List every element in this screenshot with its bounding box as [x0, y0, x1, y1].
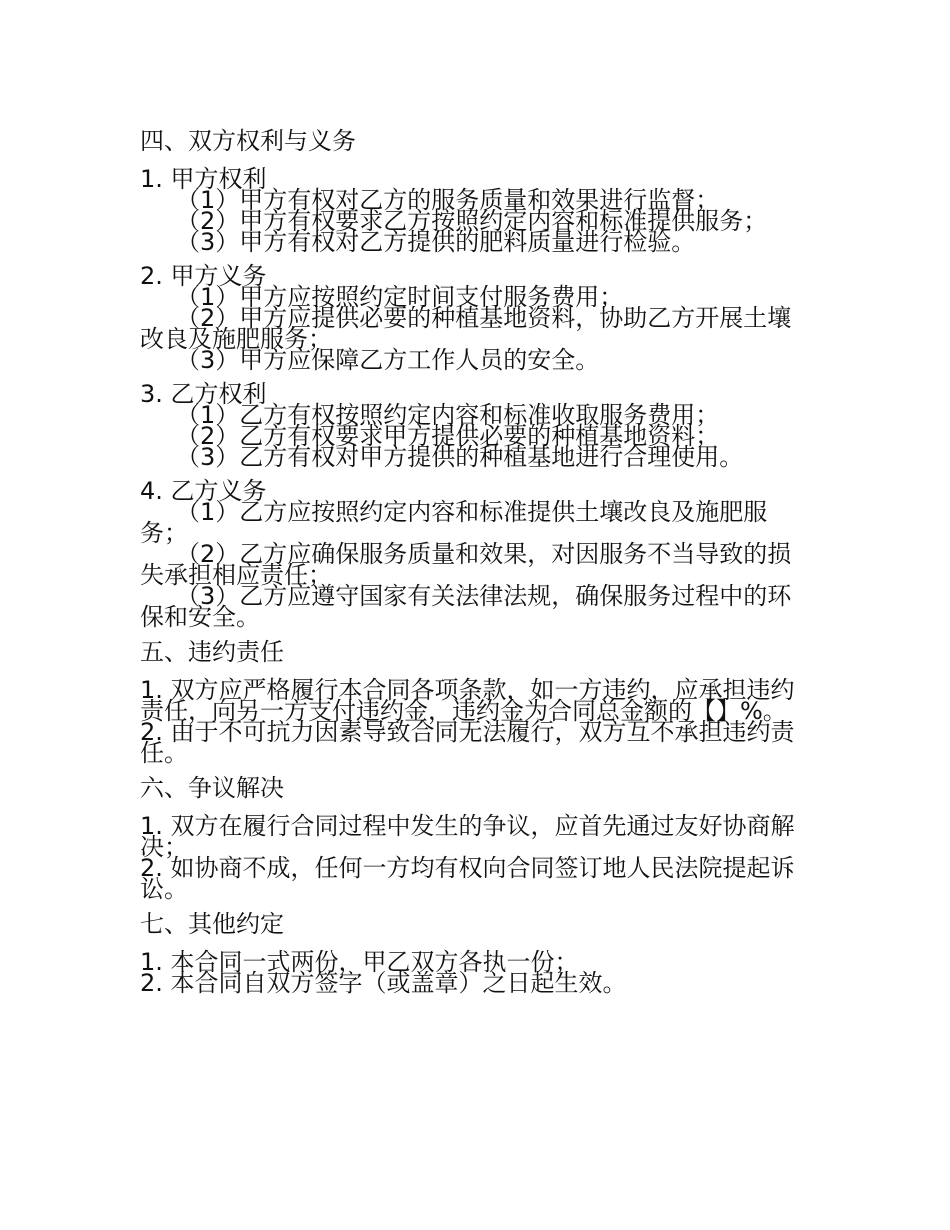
clause-item: 1. 双方在履行合同过程中发生的争议，应首先通过友好协商解决；: [140, 812, 795, 861]
clause-item: （2）甲方有权要求乙方按照约定内容和标准提供服务；: [176, 207, 768, 235]
clause-item: （2）甲方应提供必要的种植基地资料，协助乙方开展土壤改良及施肥服务；: [140, 304, 792, 353]
section-6-title: 六、争议解决: [140, 774, 284, 802]
clause-item: （3）甲方应保障乙方工作人员的安全。: [176, 346, 600, 374]
contract-page: [140, 126, 802, 997]
clause-item: 2. 由于不可抗力因素导致合同无法履行，双方互不承担违约责任。: [140, 718, 795, 767]
clause-item: 2. 本合同自双方签字（或盖章）之日起生效。: [140, 969, 627, 997]
clause-item: 2. 如协商不成，任何一方均有权向合同签订地人民法院提起诉讼。: [140, 854, 795, 903]
clause-item: （2）乙方应确保服务质量和效果，对因服务不当导致的损失承担相应责任；: [140, 540, 792, 589]
clause-item: 1. 本合同一式两份，甲乙双方各执一份；: [140, 948, 579, 976]
section-4-3-title: 3. 乙方权利: [140, 380, 267, 408]
clause-item: （1）甲方有权对乙方的服务质量和效果进行监督；: [176, 186, 720, 214]
clause-item: （2）乙方有权要求甲方提供必要的种植基地资料；: [176, 422, 720, 450]
clause-item: 1. 双方应严格履行本合同各项条款，如一方违约，应承担违约责任，向另一方支付违约金，违约金为合同总金额的【】%。: [140, 676, 795, 725]
clause-item: （1）甲方应按照约定时间支付服务费用；: [176, 283, 624, 311]
clause-item: （3）乙方有权对甲方提供的种植基地进行合理使用。: [176, 443, 744, 471]
section-4-4-title: 4. 乙方义务: [140, 477, 267, 505]
section-4-1-title: 1. 甲方权利: [140, 165, 267, 193]
section-4-title: 四、双方权利与义务: [140, 127, 356, 155]
section-5-title: 五、违约责任: [140, 638, 284, 666]
clause-item: （3）甲方有权对乙方提供的肥料质量进行检验。: [176, 228, 696, 256]
clause-item: （1）乙方应按照约定内容和标准提供土壤改良及施肥服务；: [140, 498, 768, 547]
clause-item: （3）乙方应遵守国家有关法律法规，确保服务过程中的环保和安全。: [140, 582, 792, 631]
section-7-title: 七、其他约定: [140, 910, 284, 938]
section-4-2-title: 2. 甲方义务: [140, 262, 267, 290]
clause-item: （1）乙方有权按照约定内容和标准收取服务费用；: [176, 401, 720, 429]
